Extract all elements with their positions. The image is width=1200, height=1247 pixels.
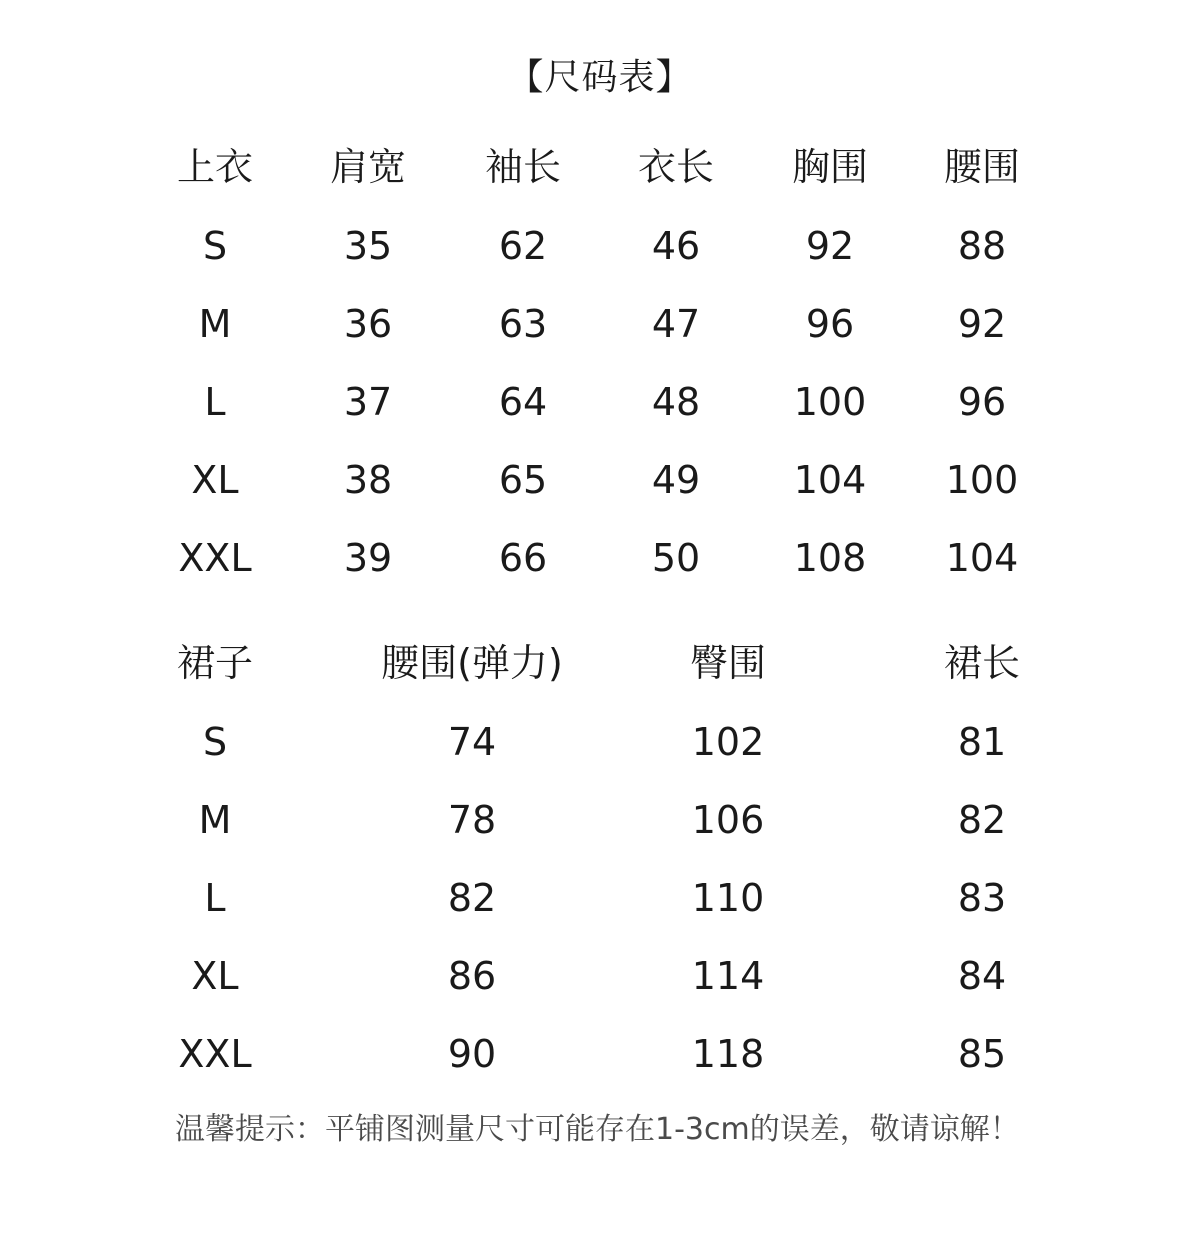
- header-cell: 袖长: [484, 145, 561, 189]
- table-cell: 82: [447, 876, 497, 920]
- table-cell: 86: [447, 954, 497, 998]
- table-cell: 90: [447, 1032, 497, 1076]
- table-cell: 106: [691, 798, 765, 842]
- table-cell: 65: [498, 458, 548, 502]
- table-cell: 88: [957, 224, 1007, 268]
- table-cell: 63: [498, 302, 548, 346]
- table-cell: 110: [691, 876, 765, 920]
- table-cell: 62: [498, 224, 548, 268]
- table-cell: 64: [498, 380, 548, 424]
- table-row: [0, 441, 1200, 519]
- table-cell: 84: [957, 954, 1007, 998]
- table-cell: XL: [191, 458, 239, 502]
- header-cell: 胸围: [791, 145, 868, 189]
- table-cell: 66: [498, 536, 548, 580]
- table-cell: 50: [651, 536, 701, 580]
- table-cell: XXL: [178, 1032, 252, 1076]
- header-cell: 腰围: [943, 145, 1020, 189]
- table-cell: M: [198, 798, 232, 842]
- table-row: [0, 519, 1200, 597]
- table-cell: 92: [805, 224, 855, 268]
- table-row: [0, 1015, 1200, 1093]
- header-cell: 裙长: [943, 641, 1020, 685]
- table-row: [0, 781, 1200, 859]
- header-cell: 衣长: [637, 145, 714, 189]
- table-cell: 38: [343, 458, 393, 502]
- table-row: [0, 703, 1200, 781]
- table-cell: 47: [651, 302, 701, 346]
- table-cell: L: [204, 380, 226, 424]
- table-cell: 96: [957, 380, 1007, 424]
- table-cell: 78: [447, 798, 497, 842]
- table-cell: 81: [957, 720, 1007, 764]
- table-cell: 96: [805, 302, 855, 346]
- measurement-note: 温馨提示：平铺图测量尺寸可能存在1-3cm的误差，敬请谅解！: [175, 1112, 1020, 1147]
- table-row: [0, 859, 1200, 937]
- table-row: [0, 207, 1200, 285]
- table-cell: 114: [691, 954, 765, 998]
- table-cell: XL: [191, 954, 239, 998]
- table-cell: 82: [957, 798, 1007, 842]
- table-cell: 83: [957, 876, 1007, 920]
- header-cell: 裙子: [176, 641, 253, 685]
- table-cell: 92: [957, 302, 1007, 346]
- table-cell: 37: [343, 380, 393, 424]
- table-header-row: [0, 624, 1200, 702]
- table-cell: M: [198, 302, 232, 346]
- table-cell: 104: [945, 536, 1019, 580]
- table-cell: 100: [793, 380, 867, 424]
- table-row: [0, 937, 1200, 1015]
- header-cell: 腰围(弹力): [381, 641, 563, 685]
- table-cell: XXL: [178, 536, 252, 580]
- table-cell: 74: [447, 720, 497, 764]
- table-cell: 100: [945, 458, 1019, 502]
- table-cell: S: [202, 224, 228, 268]
- table-row: [0, 285, 1200, 363]
- table-row: [0, 363, 1200, 441]
- size-chart-title: 【尺码表】: [507, 57, 693, 98]
- table-cell: S: [202, 720, 228, 764]
- header-cell: 臀围: [689, 641, 766, 685]
- table-header-row: [0, 128, 1200, 206]
- table-cell: 102: [691, 720, 765, 764]
- table-cell: 46: [651, 224, 701, 268]
- table-cell: 118: [691, 1032, 765, 1076]
- table-cell: 108: [793, 536, 867, 580]
- table-cell: 35: [343, 224, 393, 268]
- table-cell: 36: [343, 302, 393, 346]
- table-cell: 48: [651, 380, 701, 424]
- table-cell: 104: [793, 458, 867, 502]
- header-cell: 上衣: [176, 145, 253, 189]
- table-cell: 39: [343, 536, 393, 580]
- table-cell: 85: [957, 1032, 1007, 1076]
- header-cell: 肩宽: [329, 145, 406, 189]
- table-cell: 49: [651, 458, 701, 502]
- table-cell: L: [204, 876, 226, 920]
